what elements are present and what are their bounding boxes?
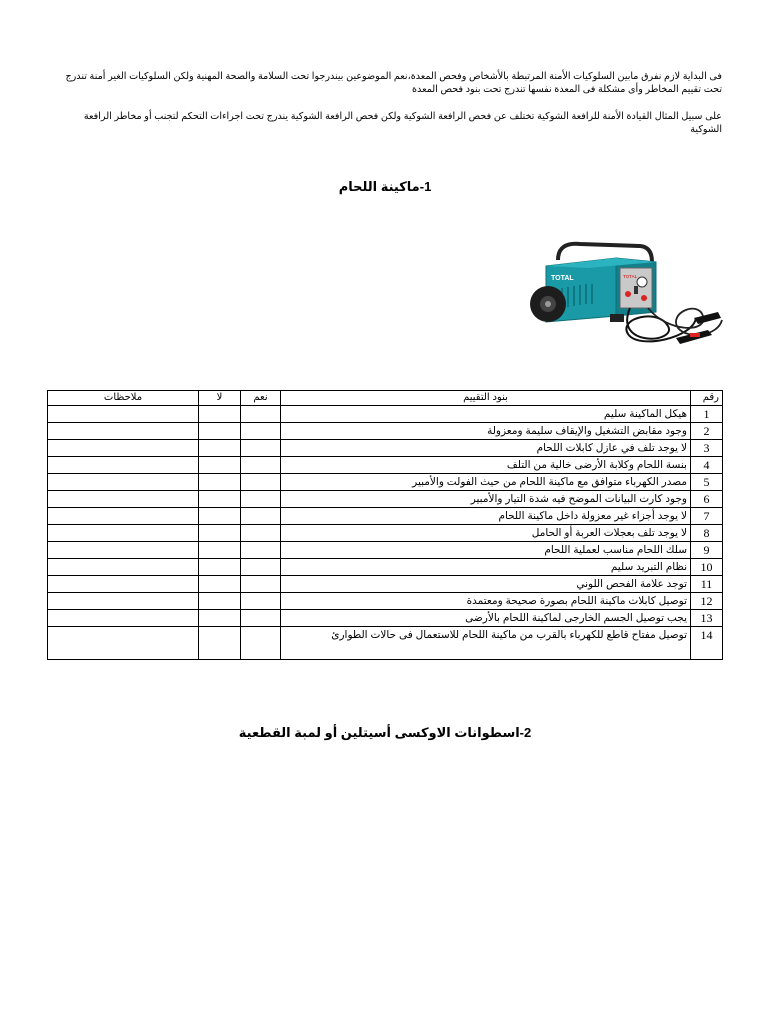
notes-cell[interactable] (48, 576, 199, 593)
table-row (48, 559, 723, 576)
notes-cell[interactable] (48, 440, 199, 457)
no-cell[interactable] (199, 610, 241, 627)
intro-paragraph-2: على سبيل المثال القيادة الأمنة للرافعة الشوكية تختلف عن فحص الرافعة الشوكية ولكن فحص الرافعة الشوكية يندرج تحت اجراءات التحكم لتجنب أو مخاطر الرافعة الشوكية (83, 111, 722, 135)
table-row (48, 627, 723, 660)
no-cell[interactable] (199, 474, 241, 491)
row-item: بنسة اللحام وكلابة الأرضى خالية من التلف (281, 457, 691, 474)
row-num: 10 (691, 559, 723, 576)
row-num: 3 (691, 440, 723, 457)
section-1-title: 1-ماكينة اللحام (338, 179, 432, 194)
row-item: وجود كارت البيانات الموضح فيه شدة التيار والأمبير (281, 491, 691, 508)
yes-cell[interactable] (241, 406, 281, 423)
row-item: توصيل كابلات ماكينة اللحام بصورة صحيحة ومعتمدة (281, 593, 691, 610)
notes-cell[interactable] (48, 525, 199, 542)
row-num: 8 (691, 525, 723, 542)
yes-cell[interactable] (241, 576, 281, 593)
notes-cell[interactable] (48, 457, 199, 474)
panel-logo-text: TOTAL (623, 274, 638, 279)
row-num: 5 (691, 474, 723, 491)
notes-cell[interactable] (48, 610, 199, 627)
notes-cell[interactable] (48, 627, 199, 660)
notes-cell[interactable] (48, 559, 199, 576)
no-cell[interactable] (199, 542, 241, 559)
notes-cell[interactable] (48, 593, 199, 610)
row-item: يجب توصيل الجسم الخارجى لماكينة اللحام بالأرضى (281, 610, 691, 627)
row-num: 6 (691, 491, 723, 508)
table-row (48, 593, 723, 610)
table-row (48, 406, 723, 423)
row-item: نظام التبريد سليم (281, 559, 691, 576)
no-cell[interactable] (199, 406, 241, 423)
yes-cell[interactable] (241, 610, 281, 627)
header-no: لا (199, 391, 241, 406)
row-item: توصيل مفتاح قاطع للكهرباء بالقرب من ماكينة اللحام للاستعمال فى حالات الطوارئ (281, 627, 691, 660)
yes-cell[interactable] (241, 627, 281, 660)
yes-cell[interactable] (241, 525, 281, 542)
table-row (48, 457, 723, 474)
header-notes: ملاحظات (48, 391, 199, 406)
row-num: 4 (691, 457, 723, 474)
table-row (48, 525, 723, 542)
header-item: بنود التقييم (281, 391, 691, 406)
no-cell[interactable] (199, 593, 241, 610)
header-yes: نعم (241, 391, 281, 406)
yes-cell[interactable] (241, 593, 281, 610)
row-num: 13 (691, 610, 723, 627)
notes-cell[interactable] (48, 474, 199, 491)
yes-cell[interactable] (241, 474, 281, 491)
row-item: لا يوجد تلف بعجلات العربة أو الحامل (281, 525, 691, 542)
row-num: 2 (691, 423, 723, 440)
table-row (48, 491, 723, 508)
no-cell[interactable] (199, 508, 241, 525)
yes-cell[interactable] (241, 440, 281, 457)
row-num: 9 (691, 542, 723, 559)
row-num: 14 (691, 627, 723, 660)
no-cell[interactable] (199, 423, 241, 440)
intro-paragraph-1: فى البداية لازم نفرق مابين السلوكيات الأمنة المرتبطة بالأشخاص وفحص المعدة،نعم الموضوعين بيندرجوا تحت السلامة والصحة المهنية ولكن السلوكيات الغير أمنة تندرج تحت تقييم المخاطر وأى مشكلة فى المعدة نفسها تندرج تحت بنود فحص المعدة (65, 71, 722, 95)
row-num: 7 (691, 508, 723, 525)
row-item: هيكل الماكينة سليم (281, 406, 691, 423)
no-cell[interactable] (199, 525, 241, 542)
table-header-row (48, 391, 723, 406)
yes-cell[interactable] (241, 559, 281, 576)
table-row (48, 610, 723, 627)
brand-logo-text: TOTAL (551, 275, 574, 282)
header-num: رقم (691, 391, 723, 406)
row-item: لا يوجد أجزاء غير معزولة داخل ماكينة اللحام (281, 508, 691, 525)
no-cell[interactable] (199, 559, 241, 576)
no-cell[interactable] (199, 576, 241, 593)
section-2-title: 2-اسطوانات الاوكسى أسيتلين أو لمبة القطعية (238, 725, 532, 740)
table-row (48, 576, 723, 593)
row-item: وجود مقابض التشغيل والإيقاف سليمة ومعزولة (281, 423, 691, 440)
table-row (48, 474, 723, 491)
row-item: لا يوجد تلف في عازل كابلات اللحام (281, 440, 691, 457)
welding-machine-image (518, 238, 723, 353)
notes-cell[interactable] (48, 406, 199, 423)
yes-cell[interactable] (241, 491, 281, 508)
yes-cell[interactable] (241, 423, 281, 440)
evaluation-table (47, 390, 723, 660)
yes-cell[interactable] (241, 508, 281, 525)
table-row (48, 423, 723, 440)
yes-cell[interactable] (241, 457, 281, 474)
no-cell[interactable] (199, 491, 241, 508)
yes-cell[interactable] (241, 542, 281, 559)
no-cell[interactable] (199, 440, 241, 457)
notes-cell[interactable] (48, 508, 199, 525)
row-num: 11 (691, 576, 723, 593)
table-row (48, 542, 723, 559)
row-item: توجد علامة الفحص اللوني (281, 576, 691, 593)
row-item: مصدر الكهرباء متوافق مع ماكينة اللحام من حيث الفولت والأمبير (281, 474, 691, 491)
row-num: 1 (691, 406, 723, 423)
table-row (48, 508, 723, 525)
row-num: 12 (691, 593, 723, 610)
notes-cell[interactable] (48, 491, 199, 508)
no-cell[interactable] (199, 627, 241, 660)
table-row (48, 440, 723, 457)
notes-cell[interactable] (48, 542, 199, 559)
no-cell[interactable] (199, 457, 241, 474)
notes-cell[interactable] (48, 423, 199, 440)
row-item: سلك اللحام مناسب لعملية اللحام (281, 542, 691, 559)
